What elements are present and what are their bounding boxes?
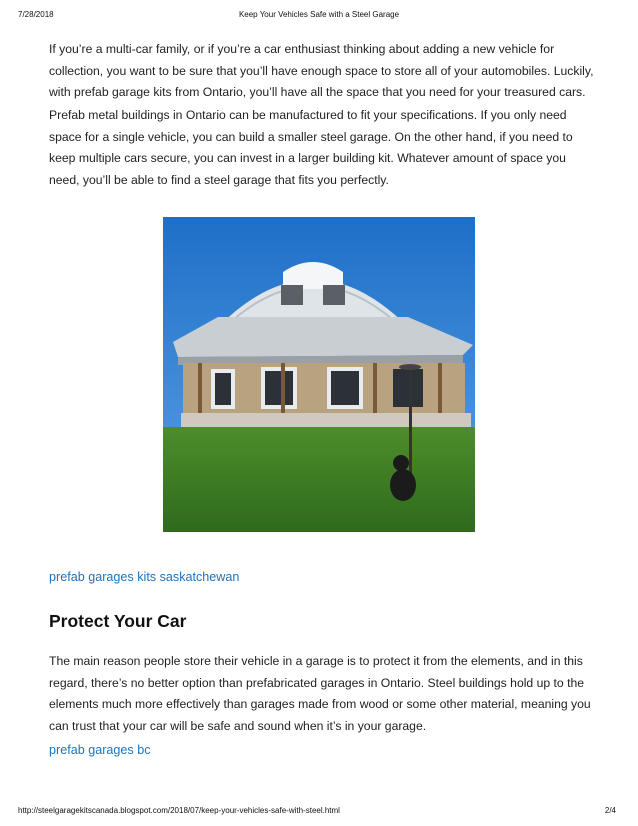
link-prefab-garages-bc[interactable]: prefab garages bc [49,743,151,757]
header-date: 7/28/2018 [18,10,54,19]
link-prefab-garages-kits-saskatchewan[interactable]: prefab garages kits saskatchewan [49,570,240,584]
paragraph-multi-car: If you’re a multi-car family, or if you’re a car enthusiast thinking about adding a new vehicle for collection, you want to be sure that you’ll have enough space to store all of your automobiles. Luckily, with prefab garage kits from Ontario, you’ll have all the space that you need for your treasured cars. [49,42,594,100]
page-number: 2/4 [604,806,616,815]
paragraph-protect: The main reason people store their vehicle in a garage is to protect it from the elements, and in this regard, there’s no better option than prefabricated garages in Ontario. Steel buildings hold up to the elements much more effectively than garages made from wood or some other material, meaning you can trust that your car will be safe and sound when it’s in your garage. [49,654,591,733]
header-title: Keep Your Vehicles Safe with a Steel Garage [238,10,400,19]
footer-url: http://steelgaragekitscanada.blogspot.com/2018/07/keep-your-vehicles-safe-with-steel.html [18,806,340,815]
heading-protect-your-car: Protect Your Car [49,611,187,631]
garage-photo [163,217,475,532]
paragraph-prefab-metal: Prefab metal buildings in Ontario can be manufactured to fit your specifications. If you only need space for a single vehicle, you can build a smaller steel garage. On the other hand, if you need to keep multiple cars secure, you can invest in a larger building kit. Whatever amount of space you need, you’ll be able to find a steel garage that fits you perfectly. [49,108,573,187]
